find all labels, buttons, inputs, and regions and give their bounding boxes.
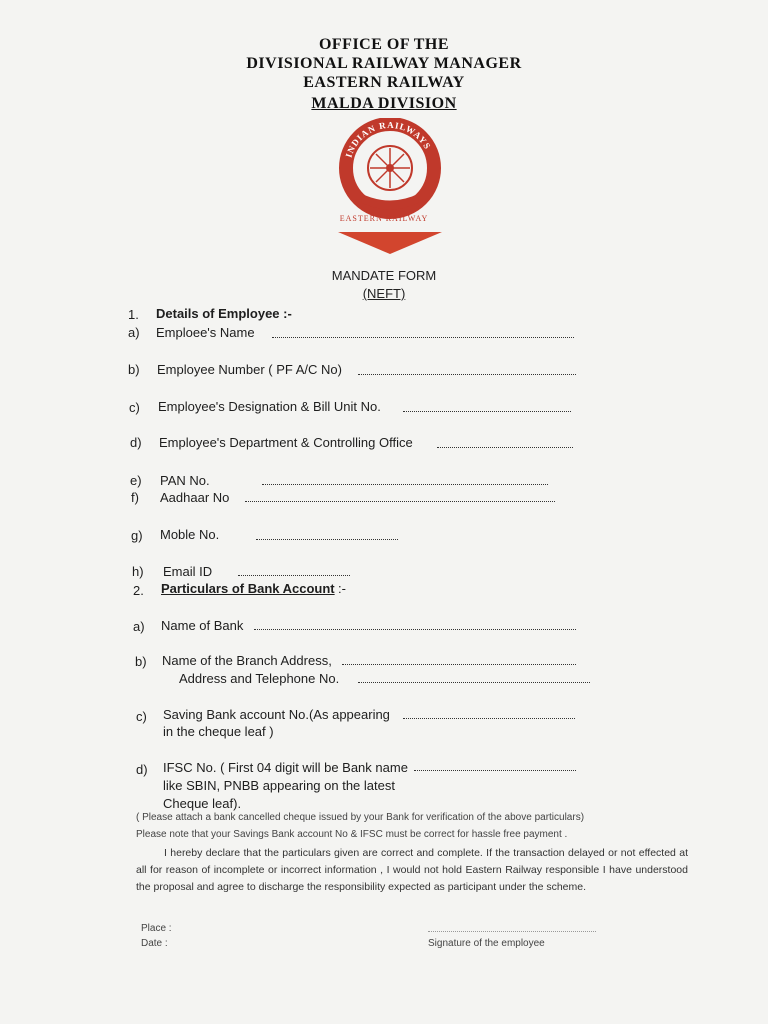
- email-field[interactable]: [238, 575, 350, 576]
- email-label: Email ID: [163, 564, 213, 579]
- employee-number-label: Employee Number ( PF A/C No): [157, 362, 342, 377]
- mobile-field[interactable]: [256, 539, 398, 540]
- aadhaar-field[interactable]: [245, 501, 555, 502]
- signature-label: Signature of the employee: [428, 938, 545, 949]
- item-marker: b): [135, 654, 147, 669]
- section-1-number: 1.: [128, 307, 139, 322]
- ifsc-note-line3: Cheque leaf).: [163, 796, 242, 811]
- item-marker: d): [136, 762, 148, 777]
- account-number-field[interactable]: [403, 718, 575, 719]
- form-subtitle: (NEFT): [362, 286, 406, 301]
- account-correct-note: Please note that your Savings Bank account No & IFSC must be correct for hassle free payment .: [136, 829, 568, 840]
- address-telephone-field[interactable]: [358, 682, 590, 683]
- employee-number-field[interactable]: [358, 374, 576, 375]
- form-title: MANDATE FORM: [331, 268, 437, 283]
- designation-field[interactable]: [403, 411, 571, 412]
- employee-name-label: Emploee's Name: [156, 325, 255, 340]
- section-2-heading: Particulars of Bank Account: [161, 581, 335, 596]
- ifsc-note-line2: like SBIN, PNBB appearing on the latest: [163, 778, 395, 793]
- item-marker: d): [130, 435, 142, 450]
- railway-name: EASTERN RAILWAY: [303, 74, 465, 91]
- item-marker: c): [129, 400, 140, 415]
- logo-ring-text: INDIAN RAILWAYS: [343, 119, 433, 159]
- department-label: Employee's Department & Controlling Office: [159, 435, 413, 450]
- ifsc-field[interactable]: [414, 770, 576, 771]
- aadhaar-label: Aadhaar No: [160, 490, 230, 505]
- item-marker: b): [128, 362, 140, 377]
- date-label: Date :: [141, 938, 168, 949]
- logo-caption: EASTERN RAILWAY: [339, 214, 429, 223]
- eastern-railway-logo-icon: [330, 118, 450, 258]
- pan-field[interactable]: [262, 484, 548, 485]
- item-marker: f): [131, 490, 139, 505]
- item-marker: c): [136, 709, 147, 724]
- item-marker: g): [131, 528, 143, 543]
- office-subtitle: DIVISIONAL RAILWAY MANAGER: [246, 55, 522, 72]
- account-number-label: Saving Bank account No.(As appearing: [163, 707, 390, 722]
- branch-address-field[interactable]: [342, 664, 576, 665]
- section-1-heading: Details of Employee :-: [156, 306, 292, 321]
- account-number-note: in the cheque leaf ): [163, 724, 274, 739]
- item-marker: a): [133, 619, 145, 634]
- signature-field[interactable]: [428, 931, 596, 932]
- department-field[interactable]: [437, 447, 573, 448]
- bank-name-field[interactable]: [254, 629, 576, 630]
- cheque-attach-note: ( Please attach a bank cancelled cheque issued by your Bank for verification of the above particulars): [136, 812, 585, 823]
- item-marker: h): [132, 564, 144, 579]
- mobile-label: Moble No.: [160, 527, 220, 542]
- section-2-heading-suffix: :-: [338, 581, 346, 596]
- office-title: OFFICE OF THE: [318, 36, 450, 53]
- division-name: MALDA DIVISION: [311, 95, 457, 112]
- section-2-number: 2.: [133, 583, 144, 598]
- employee-name-field[interactable]: [272, 337, 574, 338]
- declaration-text: I hereby declare that the particulars given are correct and complete. If the transaction delayed or not effected at all for reason of incomplete or incorrect information , I would not hold Eastern Railway responsible I have understood the proposal and agree to discharge the responsibility expected as participant under the scheme.: [136, 847, 688, 893]
- ifsc-label: IFSC No. ( First 04 digit will be Bank name: [163, 760, 408, 775]
- branch-address-label: Name of the Branch Address,: [162, 653, 332, 668]
- svg-text:INDIAN RAILWAYS: [344, 120, 433, 159]
- place-label: Place :: [141, 923, 172, 934]
- pan-label: PAN No.: [160, 473, 210, 488]
- address-telephone-label: Address and Telephone No.: [179, 671, 340, 686]
- designation-label: Employee's Designation & Bill Unit No.: [158, 399, 381, 414]
- item-marker: e): [130, 473, 142, 488]
- bank-name-label: Name of Bank: [161, 618, 244, 633]
- item-marker: a): [128, 325, 140, 340]
